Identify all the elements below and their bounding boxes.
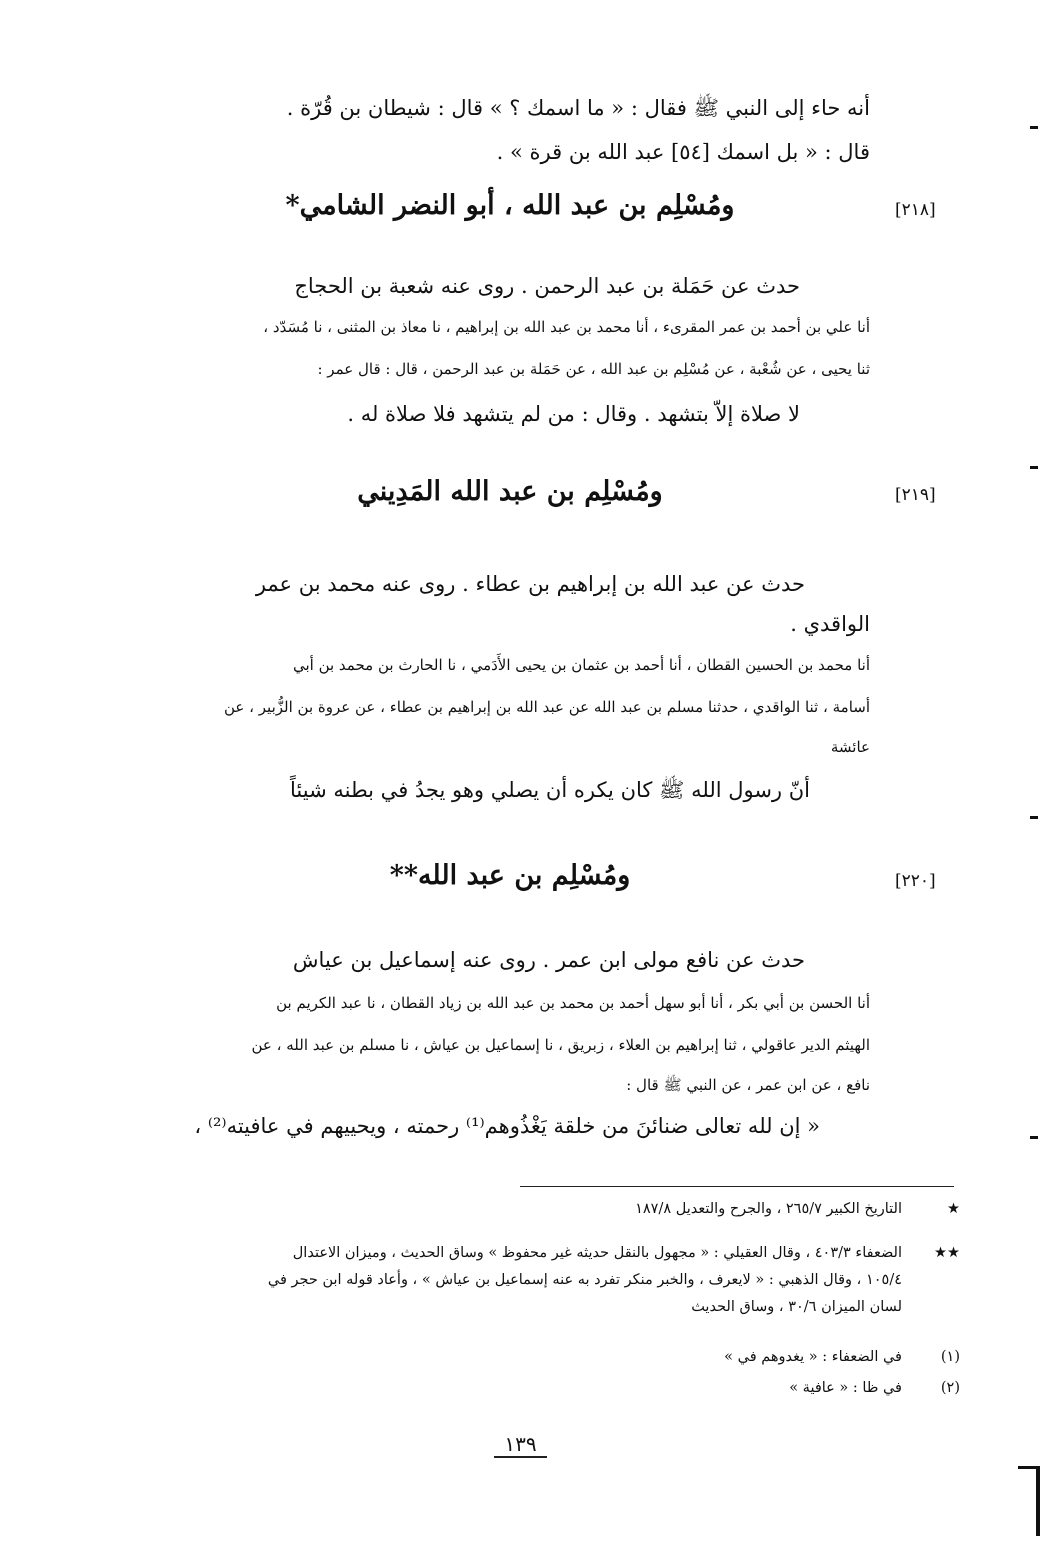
scan-edge-mark xyxy=(1030,816,1038,819)
isnad-line: ثنا يحيى ، عن شُعْبة ، عن مُسْلِم بن عبد الله ، عن حَمَلة بن عبد الرحمن ، قال : قال عمر : xyxy=(317,360,870,378)
entry-number: [٢٢٠] xyxy=(895,871,936,891)
entry-number: [٢١٩] xyxy=(895,485,936,505)
scan-edge-mark xyxy=(1030,126,1038,129)
footnote-divider xyxy=(520,1186,954,1187)
footnote-line: ١٠٥/٤ ، وقال الذهبي : « لايعرف ، والخبر منكر تفرد به عنه إسماعيل بن عياش » ، وأعاد قوله ابن حجر في xyxy=(267,1272,902,1288)
entry-number: [٢١٨] xyxy=(895,200,936,220)
entry-title: ومُسْلِم بن عبد الله** xyxy=(389,860,631,891)
footnote-line: في ظا : « عافية » xyxy=(789,1380,902,1396)
footnote-line: في الضعفاء : « يغدوهم في » xyxy=(724,1349,902,1365)
entry-summary: الواقدي . xyxy=(790,612,870,636)
intro-line: قال : « بل اسمك [٥٤] عبد الله بن قرة » . xyxy=(496,140,870,164)
footnote-line: لسان الميزان ٣٠/٦ ، وساق الحديث xyxy=(691,1299,902,1315)
footnote xyxy=(150,1344,960,1371)
footnote-marker: ★ xyxy=(947,1201,960,1217)
footnote xyxy=(150,1240,960,1321)
isnad-line: أنا محمد بن الحسين القطان ، أنا أحمد بن عثمان بن يحيى الأَدَمي ، نا الحارث بن محمد بن أبي xyxy=(292,656,870,674)
isnad-line: نافع ، عن ابن عمر ، عن النبي ﷺ قال : xyxy=(626,1076,870,1094)
isnad-line: الهيثم الدير عاقولي ، ثنا إبراهيم بن العلاء ، زبريق ، نا إسماعيل بن عياش ، نا مسلم بن عبد الله ، عن xyxy=(251,1036,870,1054)
isnad-line: أسامة ، ثنا الواقدي ، حدثنا مسلم بن عبد الله عن عبد الله بن إبراهيم بن عطاء ، عن عروة بن الزُّبير ، عن xyxy=(224,698,870,716)
footnote-marker: (١) xyxy=(940,1349,960,1365)
entry-summary: حدث عن نافع مولى ابن عمر . روى عنه إسماعيل بن عياش xyxy=(292,948,805,972)
footnote xyxy=(150,1196,960,1223)
entry-title: ومُسْلِم بن عبد الله ، أبو النضر الشامي* xyxy=(285,190,735,221)
entry-title: ومُسْلِم بن عبد الله المَدِيني xyxy=(357,476,663,507)
matn-text: أنّ رسول الله ﷺ كان يكره أن يصلي وهو يجدُ في بطنه شيئاً xyxy=(290,778,810,802)
scan-edge-mark xyxy=(1036,1466,1040,1536)
matn-text: « إن لله تعالى ضنائنَ من خلقة يَغْذُوهم⁽¹⁾ رحمته ، ويحييهم في عافيته⁽²⁾ ، xyxy=(194,1114,820,1138)
footnote xyxy=(150,1375,960,1402)
footnote-marker: (٢) xyxy=(940,1380,960,1396)
intro-line: أنه حاء إلى النبي ﷺ فقال : « ما اسمك ؟ » قال : شيطان بن قُرّة . xyxy=(286,96,870,120)
isnad-line: أنا علي بن أحمد بن عمر المقرىء ، أنا محمد بن عبد الله بن إبراهيم ، نا معاذ بن المثنى ، نا مُسَدّد ، xyxy=(263,318,870,336)
isnad-line: أنا الحسن بن أبي بكر ، أنا أبو سهل أحمد بن محمد بن عبد الله بن زياد القطان ، نا عبد الكريم بن xyxy=(276,994,870,1012)
scan-edge-mark xyxy=(1030,466,1038,469)
entry-summary: حدث عن عبد الله بن إبراهيم بن عطاء . روى عنه محمد بن عمر xyxy=(255,572,805,596)
isnad-line: عائشة xyxy=(830,738,870,756)
scan-edge-mark xyxy=(1030,1136,1038,1139)
page-number xyxy=(0,1432,1041,1456)
footnote-line: الضعفاء ٤٠٣/٣ ، وقال العقيلي : « مجهول بالنقل حديثه غير محفوظ » وساق الحديث ، وميزان الاعتدال xyxy=(292,1245,902,1261)
page-number-text: ١٣٩ xyxy=(494,1432,546,1458)
entry-summary: حدث عن حَمَلة بن عبد الرحمن . روى عنه شعبة بن الحجاج xyxy=(294,274,800,298)
footnote-line: التاريخ الكبير ٢٦٥/٧ ، والجرح والتعديل ١٨٧/٨ xyxy=(635,1201,902,1217)
matn-text: لا صلاة إلاّ بتشهد . وقال : من لم يتشهد فلا صلاة له . xyxy=(347,402,800,426)
footnote-marker: ★★ xyxy=(934,1245,960,1261)
